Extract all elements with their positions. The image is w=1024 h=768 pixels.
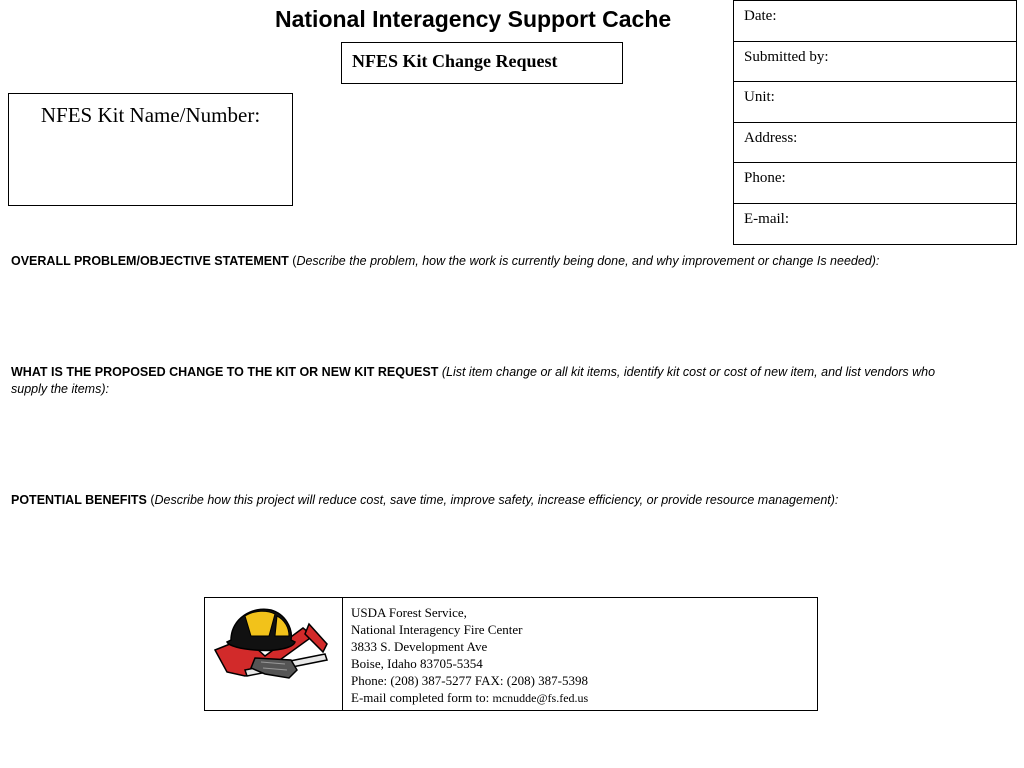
benefits-description: Describe how this project will reduce cost, save time, improve safety, increase efficiency, or provide resource management):	[154, 493, 839, 507]
contact-address	[351, 604, 588, 707]
firefighter-helmet-tools-icon	[205, 598, 342, 710]
email-label: E-mail:	[744, 210, 789, 227]
phone-field[interactable]	[734, 163, 1016, 204]
proposed-heading: WHAT IS THE PROPOSED CHANGE TO THE KIT OR NEW KIT REQUEST	[11, 365, 439, 379]
date-label: Date:	[744, 8, 777, 24]
address-line: 3833 S. Development Ave	[351, 639, 488, 654]
proposed-description: (List item change or all kit items, identify kit cost or cost of new item, and list vendors who supply the items):	[11, 365, 936, 396]
form-title-box	[341, 42, 623, 84]
contact-footer	[204, 597, 818, 711]
address-field[interactable]	[734, 123, 1016, 164]
contact-email-link[interactable]: mcnudde@fs.fed.us	[492, 691, 589, 705]
kit-name-number-label: NFES Kit Name/Number:	[40, 103, 261, 127]
submitted-by-label: Submitted by:	[744, 48, 829, 65]
problem-description: Describe the problem, how the work is currently being done, and why improvement or change Is needed):	[296, 254, 880, 268]
problem-statement-section[interactable]	[11, 253, 941, 270]
address-label: Address:	[744, 129, 798, 146]
submitted-by-field[interactable]	[734, 42, 1016, 83]
potential-benefits-section[interactable]	[11, 492, 1011, 509]
email-line	[351, 689, 588, 707]
email-field[interactable]	[734, 204, 1016, 245]
proposed-change-section[interactable]	[11, 364, 941, 398]
phone-fax-line: Phone: (208) 387-5277 FAX: (208) 387-5398	[351, 673, 588, 688]
unit-field[interactable]	[734, 82, 1016, 123]
submitter-info-table	[733, 0, 1017, 245]
benefits-open-paren: (	[146, 493, 155, 507]
kit-name-number-box[interactable]	[8, 93, 293, 206]
phone-label: Phone:	[744, 170, 786, 186]
problem-heading: OVERALL PROBLEM/OBJECTIVE STATEMENT	[11, 254, 289, 268]
unit-label: Unit:	[744, 89, 775, 105]
address-line: National Interagency Fire Center	[351, 622, 523, 637]
date-field[interactable]	[734, 1, 1016, 42]
email-instruction: E-mail completed form to:	[351, 690, 490, 705]
address-line: USDA Forest Service,	[351, 605, 467, 620]
benefits-heading: POTENTIAL BENEFITS	[11, 493, 147, 507]
logo-cell	[205, 598, 343, 710]
address-line: Boise, Idaho 83705-5354	[351, 656, 483, 671]
form-title: NFES Kit Change Request	[352, 51, 558, 71]
page-title: National Interagency Support Cache	[275, 6, 672, 32]
problem-open-paren: (	[288, 254, 297, 268]
